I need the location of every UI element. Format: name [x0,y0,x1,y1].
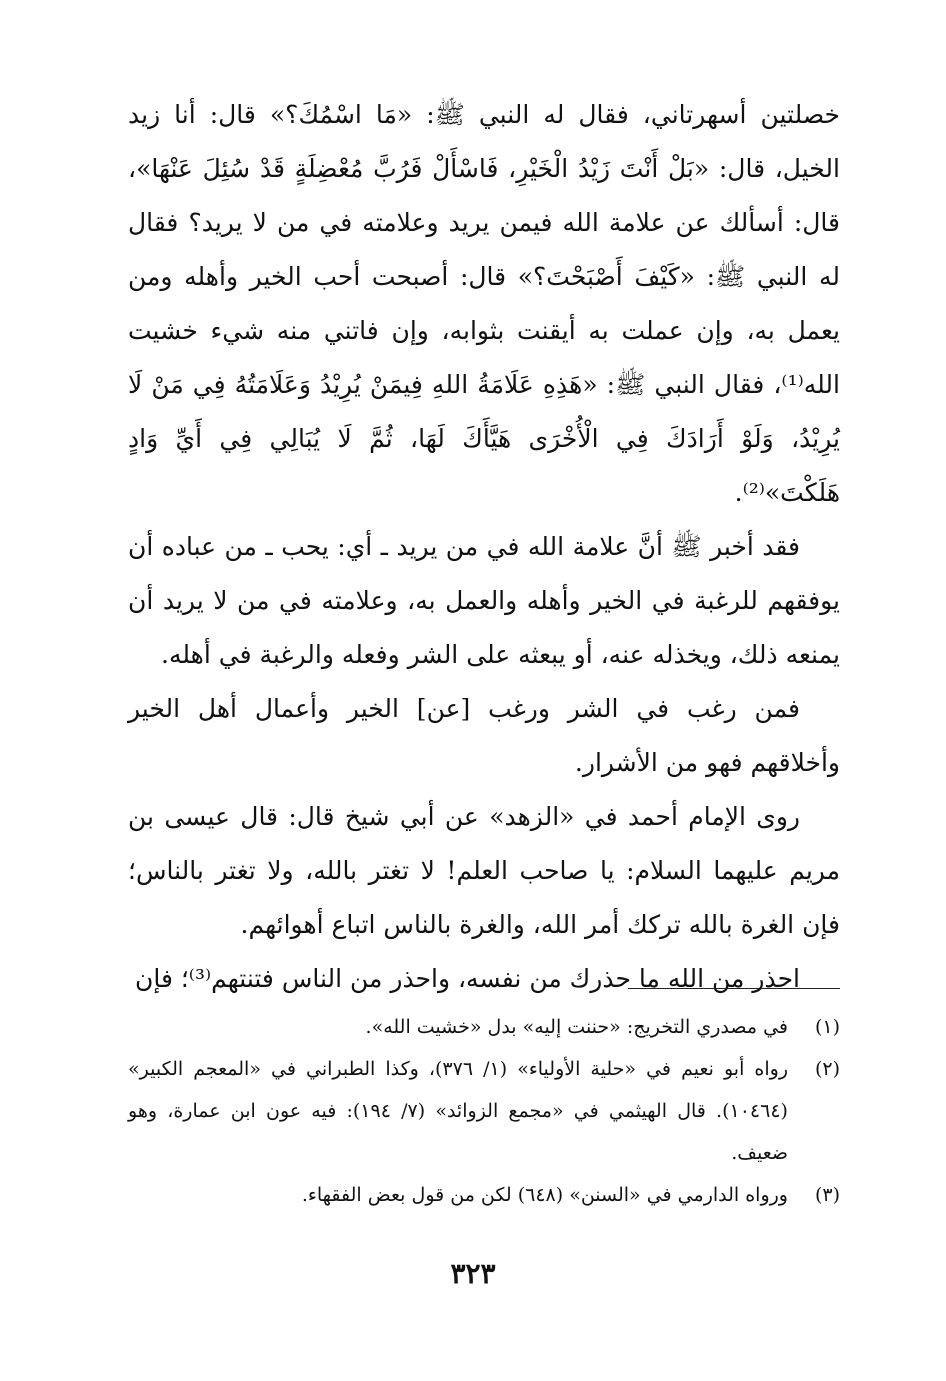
footnote-3 [128,1174,840,1216]
paragraph-1: خصلتين أسهرتاني، فقال له النبي ﷺ: «مَا اسْمُكَ؟» قال: أنا زيد الخيل، قال: «بَلْ أَنْتَ زَيْدُ الْخَيْرِ، فَاسْأَلْ فَرُبَّ مُعْضِلَةٍ قَدْ سُئِلَ عَنْهَا»، قال: أسألك عن علامة الله فيمن يريد وعلامته في من لا يريد؟ فقال له النبي ﷺ: «كَيْفَ أَصْبَحْتَ؟» قال: أصبحت أحب الخير وأهله ومن يعمل به، وإن عملت به أيقنت بثوابه، وإن فاتني منه شيء خشيت الله⁽¹⁾، فقال النبي ﷺ: «هَذِهِ عَلَامَةُ اللهِ فِيمَنْ يُرِيْدُ وَعَلَامَتُهُ فِي مَنْ لَا يُرِيْدُ، وَلَوْ أَرَادَكَ فِي الْأُخْرَى هَيَّأَكَ لَهَا، ثُمَّ لَا يُبَالِي فِي أَيِّ وَادٍ هَلَكْتَ»⁽²⁾. [128,100,840,507]
paragraph-5: احذر من الله ما حذرك من نفسه، واحذر من الناس فتنتهم⁽³⁾؛ فإن [134,964,800,993]
page-number: ٣٢٣ [450,1257,496,1290]
footnote-text: ورواه الدارمي في «السنن» (٦٤٨) لكن من قول بعض الفقهاء. [301,1184,788,1206]
footnotes [128,1006,840,1216]
main-text [128,88,840,1006]
paragraph-3: فمن رغب في الشر ورغب [عن] الخير وأعمال أهل الخير وأخلاقهم فهو من الأشرار. [128,694,840,777]
paragraph-2: فقد أخبر ﷺ أنَّ علامة الله في من يريد ـ أي: يحب ـ من عباده أن يوفقهم للرغبة في الخير وأهله والعمل به، وعلامته في من لا يريد أن يمنعه ذلك، ويخذله عنه، أو يبعثه على الشر وفعله والرغبة في أهله. [128,532,840,669]
footnote-text: رواه أبو نعيم في «حلية الأولياء» (١/ ٣٧٦)، وكذا الطبراني في «المعجم الكبير» (١٠٤٦٤). قال الهيثمي في «مجمع الزوائد» (٧/ ١٩٤): فيه عون ابن عمارة، وهو ضعيف. [128,1058,788,1164]
footnote-1 [128,1006,840,1048]
footnote-text: في مصدري التخريج: «حننت إليه» بدل «خشيت الله». [365,1016,788,1038]
footnote-number: (١) [814,1016,840,1038]
footnote-2 [128,1048,840,1174]
footnote-separator [628,988,840,989]
paragraph-4: روى الإمام أحمد في «الزهد» عن أبي شيخ قال: قال عيسى بن مريم عليهما السلام: يا صاحب العلم! لا تغتر بالله، ولا تغتر بالناس؛ فإن الغرة بالله تركك أمر الله، والغرة بالناس اتباع أهوائهم. [128,802,840,939]
footnote-number: (٣) [814,1184,840,1206]
footnote-number: (٢) [814,1058,840,1080]
